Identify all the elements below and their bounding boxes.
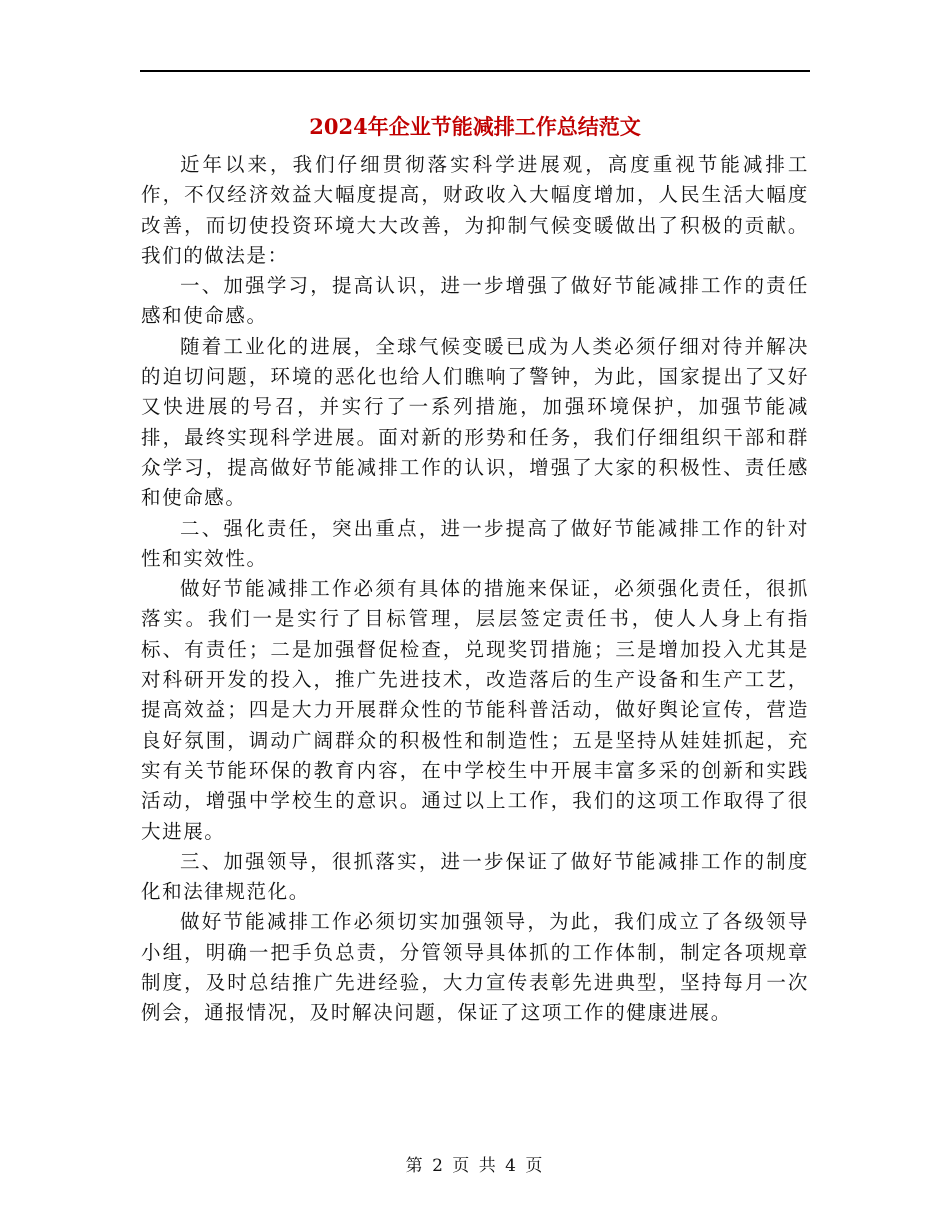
document-body bbox=[141, 150, 809, 1029]
header-rule bbox=[140, 70, 810, 72]
document-title: 2024年企业节能减排工作总结范文 bbox=[309, 114, 641, 139]
paragraph-section-1: 随着工业化的进展，全球气候变暖已成为人类必须仔细对待并解决的迫切问题，环境的恶化也给人们瞧响了警钟，为此，国家提出了又好又快进展的号召，并实行了一系列措施，加强环境保护，加强节能减排，最终实现科学进展。面对新的形势和任务，我们仔细组织干部和群众学习，提高做好节能减排工作的认识，增强了大家的积极性、责任感和使命感。 bbox=[141, 334, 809, 510]
page-number: 第 2 页 共 4 页 bbox=[405, 1156, 545, 1176]
paragraph-intro: 近年以来，我们仔细贯彻落实科学进展观，高度重视节能减排工作，不仅经济效益大幅度提高，财政收入大幅度增加，人民生活大幅度改善，而切使投资环境大大改善，为抑制气候变暖做出了积极的贡献。我们的做法是： bbox=[141, 153, 809, 267]
paragraph-section-3: 做好节能减排工作必须切实加强领导，为此，我们成立了各级领导小组，明确一把手负总责，分管领导具体抓的工作体制，制定各项规章制度，及时总结推广先进经验，大力宣传表彰先进典型，坚持每月一次例会，通报情况，及时解决问题，保证了这项工作的健康进展。 bbox=[141, 910, 809, 1025]
paragraph-section-2: 做好节能减排工作必须有具体的措施来保证，必须强化责任，很抓落实。我们一是实行了目标管理，层层签定责任书，使人人身上有指标、有责任；二是加强督促检查，兑现奖罚措施；三是增加投入尤其是对科研开发的投入，推广先进技术，改造落后的生产设备和生产工艺，提高效益；四是大力开展群众性的节能科普活动，做好舆论宣传，营造良好氛围，调动广阔群众的积极性和制造性；五是坚持从娃娃抓起，充实有关节能环保的教育内容，在中学校生中开展丰富多采的创新和实践活动，增强中学校生的意识。通过以上工作，我们的这项工作取得了很大进展。 bbox=[141, 577, 809, 843]
section-heading-2: 二、强化责任，突出重点，进一步提高了做好节能减排工作的针对性和实效性。 bbox=[141, 516, 809, 570]
section-heading-3: 三、加强领导，很抓落实，进一步保证了做好节能减排工作的制度化和法律规范化。 bbox=[141, 849, 809, 904]
section-heading-1: 一、加强学习，提高认识，进一步增强了做好节能减排工作的责任感和使命感。 bbox=[141, 274, 809, 328]
